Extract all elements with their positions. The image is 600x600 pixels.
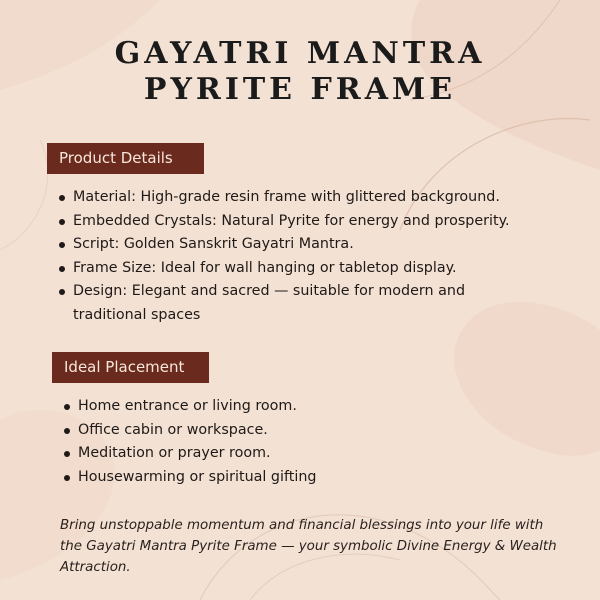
list-item: Office cabin or workspace. xyxy=(63,419,563,443)
page-title-line-2: PYRITE FRAME xyxy=(143,72,457,107)
list-item: Frame Size: Ideal for wall hanging or tabletop display. xyxy=(58,257,558,281)
product-details-heading: Product Details xyxy=(47,143,204,174)
list-item: Script: Golden Sanskrit Gayatri Mantra. xyxy=(58,233,558,257)
list-item: Home entrance or living room. xyxy=(63,395,563,419)
list-item: Housewarming or spiritual gifting xyxy=(63,466,563,490)
page-title-line-1: GAYATRI MANTRA xyxy=(114,36,486,71)
product-details-list xyxy=(58,186,558,327)
ideal-placement-list xyxy=(63,395,563,489)
list-item: Design: Elegant and sacred — suitable for modern and traditional spaces xyxy=(58,280,503,327)
list-item: Embedded Crystals: Natural Pyrite for energy and prosperity. xyxy=(58,210,558,234)
list-item: Material: High-grade resin frame with glittered background. xyxy=(58,186,558,210)
tagline-text: Bring unstoppable momentum and financial blessings into your life with the Gayatri Mantra Pyrite Frame — your symbolic Divine Energy & Wealth Attraction. xyxy=(60,518,557,575)
list-item: Meditation or prayer room. xyxy=(63,442,563,466)
ideal-placement-heading: Ideal Placement xyxy=(52,352,209,383)
